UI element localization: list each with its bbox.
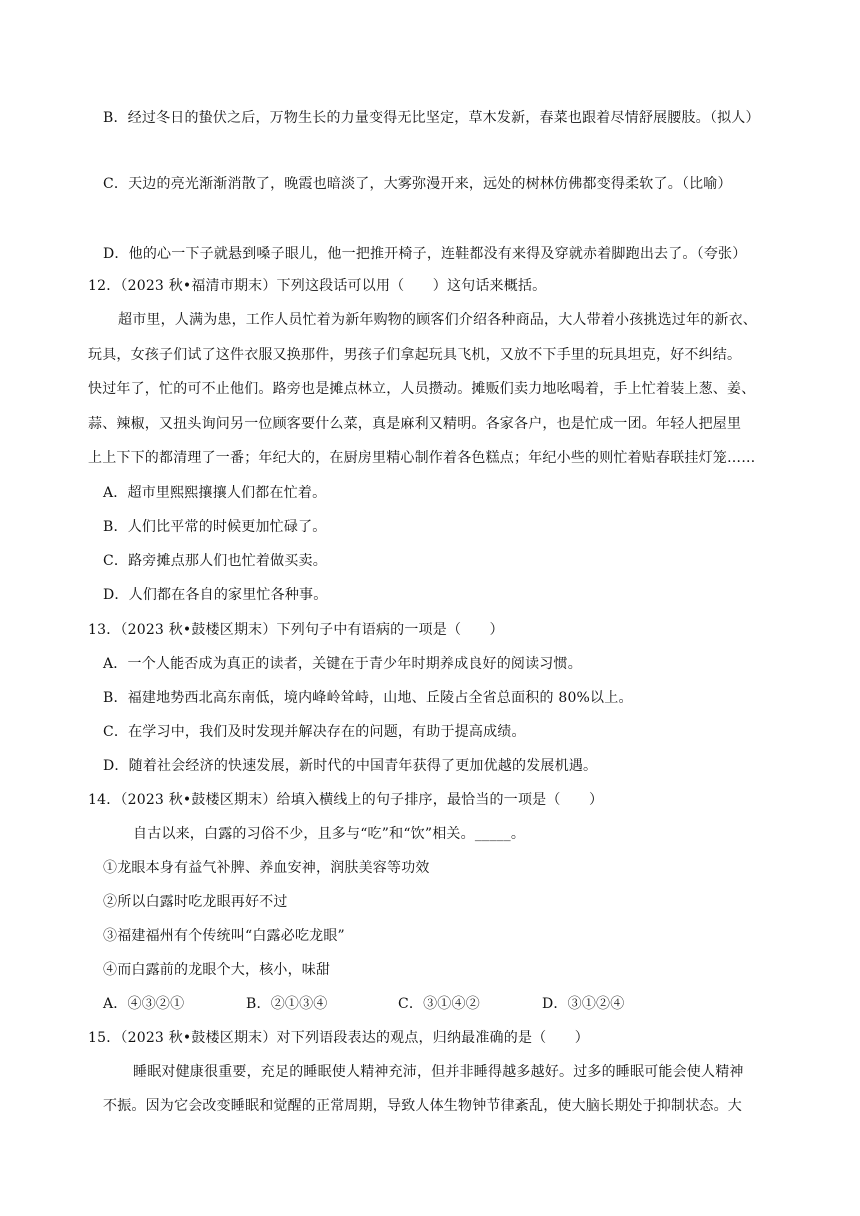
q13-option-a: A．一个人能否成为真正的读者，关键在于青少年时期养成良好的阅读习惯。 (103, 656, 582, 672)
q12-option-c: C．路旁摊点那人们也忙着做买卖。 (103, 553, 327, 569)
q12-stem: 12．（2023 秋•福清市期末）下列这段话可以用（ ）这句话来概括。 (88, 278, 547, 294)
q12-passage-line: 上上下下的都清理了一番；年纪大的，在厨房里精心制作着各色糕点；年纪小些的则忙着贴春联挂灯笼…… (88, 450, 756, 466)
q14-option-b: B．②①③④ (246, 996, 328, 1012)
q15-stem: 15．（2023 秋•鼓楼区期末）对下列语段表达的观点，归纳最准确的是（ ） (88, 1030, 589, 1046)
q14-item: ④而白露前的龙眼个大，核小，味甜 (103, 962, 331, 978)
q14-stem: 14．（2023 秋•鼓楼区期末）给填入横线上的句子排序，最恰当的一项是（ ） (88, 792, 604, 808)
q12-option-a: A．超市里熙熙攘攘人们都在忙着。 (103, 485, 327, 501)
q11-option-d: D．他的心一下子就悬到嗓子眼儿，他一把推开椅子，连鞋都没有来得及穿就赤着脚跑出去了。（夸张） (103, 246, 747, 262)
q14-item: ②所以白露时吃龙眼再好不过 (103, 894, 288, 910)
q14-item: ③福建福州有个传统叫“白露必吃龙眼” (103, 928, 345, 944)
q14-passage: 自古以来，白露的习俗不少，且多与“吃”和“饮”相关。_____。 (133, 826, 526, 842)
q12-option-b: B．人们比平常的时候更加忙碌了。 (103, 519, 327, 535)
q12-passage-line: 蒜、辣椒，又扭头询问另一位顾客要什么菜，真是麻利又精明。各家各户，也是忙成一团。年轻人把屋里 (88, 416, 742, 432)
q14-option-c: C．③①④② (398, 996, 480, 1012)
q13-stem: 13．（2023 秋•鼓楼区期末）下列句子中有语病的一项是（ ） (88, 622, 504, 638)
q14-option-d: D．③①②④ (542, 996, 625, 1012)
q12-passage-line: 超市里，人满为患，工作人员忙着为新年购物的顾客们介绍各种商品，大人带着小孩挑选过年的新衣、 (118, 312, 757, 328)
q15-passage-line: 不振。因为它会改变睡眠和觉醒的正常周期，导致人体生物钟节律紊乱，使大脑长期处于抑制状态。大 (103, 1098, 742, 1114)
q14-item: ①龙眼本身有益气补脾、养血安神，润肤美容等功效 (103, 860, 430, 876)
q11-option-c: C．天边的亮光渐渐消散了，晚霞也暗淡了，大雾弥漫开来，远处的树林仿佛都变得柔软了。（比喻） (103, 176, 732, 192)
q13-option-c: C．在学习中，我们及时发现并解决存在的问题，有助于提高成绩。 (103, 724, 526, 740)
q13-option-b: B．福建地势西北高东南低，境内峰岭耸峙，山地、丘陵占全省总面积的 80%以上。 (103, 690, 633, 706)
q14-option-a: A．④③②① (103, 996, 185, 1012)
q12-passage-line: 快过年了，忙的可不止他们。路旁也是摊点林立，人员攒动。摊贩们卖力地吆喝着，手上忙着装上葱、姜、 (88, 381, 756, 397)
q12-passage-line: 玩具，女孩子们试了这件衣服又换那件，男孩子们拿起玩具飞机，又放不下手里的玩具坦克，好不纠结。 (88, 347, 742, 363)
q11-option-b: B．经过冬日的蛰伏之后，万物生长的力量变得无比坚定，草木发新，春菜也跟着尽情舒展腰肢。（拟人） (103, 110, 760, 126)
q12-option-d: D．人们都在各自的家里忙各种事。 (103, 587, 328, 603)
q13-option-d: D．随着社会经济的快速发展，新时代的中国青年获得了更加优越的发展机遇。 (103, 758, 598, 774)
q15-passage-line: 睡眠对健康很重要，充足的睡眠使人精神充沛，但并非睡得越多越好。过多的睡眠可能会使人精神 (133, 1064, 744, 1080)
